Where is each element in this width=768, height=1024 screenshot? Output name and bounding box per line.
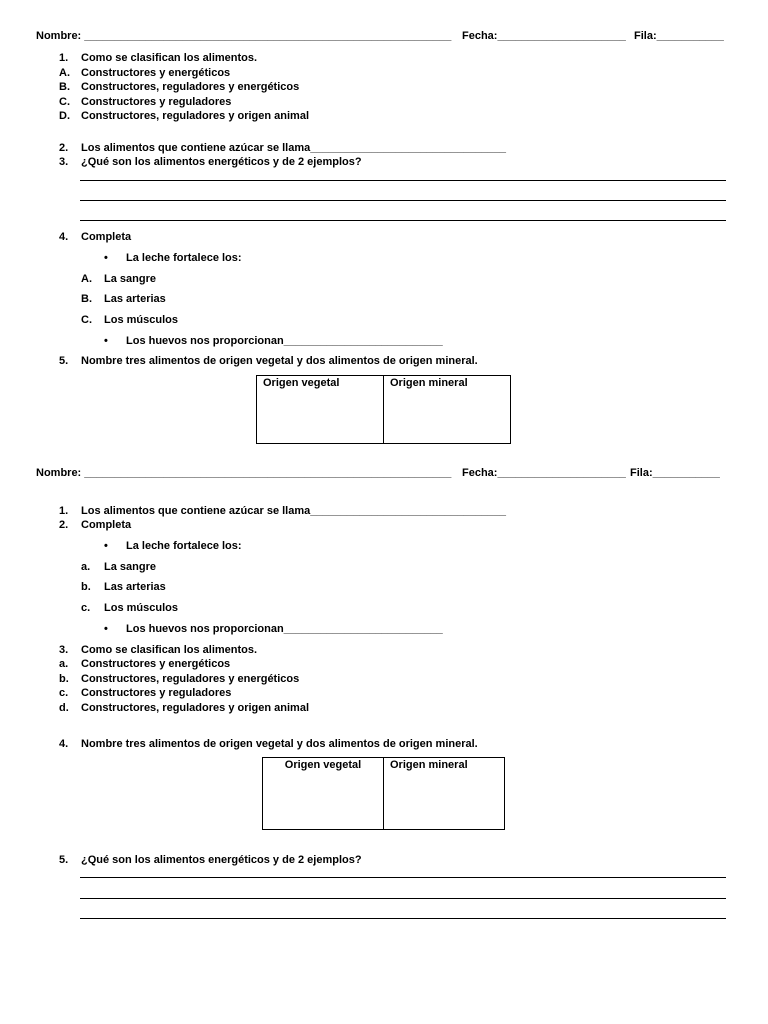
- col-header: Origen mineral: [390, 759, 468, 771]
- question-number: 4.: [59, 738, 69, 750]
- option-text: Constructores, reguladores y origen animal: [81, 110, 310, 122]
- bullet-icon: [104, 540, 108, 553]
- bullet-text: La leche fortalece los:: [126, 540, 242, 552]
- option-text: Constructores y energéticos: [81, 67, 231, 79]
- table-cell-mineral[interactable]: [384, 758, 505, 830]
- option-marker: b.: [81, 581, 91, 593]
- question-text[interactable]: Los alimentos que contiene azúcar se llama________________________________: [81, 505, 507, 517]
- col-header: Origen mineral: [390, 377, 468, 389]
- nombre-field[interactable]: Nombre: ____________________________________________________________: [36, 30, 452, 42]
- bullet-text[interactable]: Los huevos nos proporcionan__________________________: [126, 335, 443, 347]
- option-text: Constructores, reguladores y energéticos: [81, 81, 300, 93]
- option-marker: a.: [81, 561, 91, 573]
- option-marker: d.: [59, 702, 69, 714]
- option-text: Constructores, reguladores y energéticos: [81, 673, 300, 685]
- option-text: La sangre: [104, 273, 156, 285]
- question-number: 2.: [59, 519, 69, 531]
- answer-line[interactable]: [80, 877, 726, 878]
- option-marker: A.: [59, 67, 70, 79]
- answer-line[interactable]: [80, 918, 726, 919]
- option-text: La sangre: [104, 561, 156, 573]
- question-text: Completa: [81, 231, 132, 243]
- question-number: 5.: [59, 355, 69, 367]
- option-text: Los músculos: [104, 314, 178, 326]
- bullet-icon: [104, 252, 108, 265]
- table-cell-vegetal[interactable]: [263, 758, 384, 830]
- option-marker: c.: [59, 687, 69, 699]
- option-marker: a.: [59, 658, 69, 670]
- question-text: Completa: [81, 519, 132, 531]
- answer-line[interactable]: [80, 898, 726, 899]
- nombre-field[interactable]: Nombre: ____________________________________________________________: [36, 467, 452, 479]
- option-marker: b.: [59, 673, 69, 685]
- question-number: 1.: [59, 505, 69, 517]
- answer-line[interactable]: [80, 220, 726, 221]
- origin-table: [256, 375, 511, 444]
- question-text: Como se clasifican los alimentos.: [81, 644, 258, 656]
- option-text: Las arterias: [104, 293, 166, 305]
- answer-line[interactable]: [80, 180, 726, 181]
- fila-field[interactable]: Fila:___________: [634, 30, 724, 42]
- question-number: 4.: [59, 231, 69, 243]
- option-marker: C.: [59, 96, 70, 108]
- question-text: ¿Qué son los alimentos energéticos y de 2 ejemplos?: [81, 854, 362, 866]
- question-text: ¿Qué son los alimentos energéticos y de 2 ejemplos?: [81, 156, 362, 168]
- option-marker: B.: [59, 81, 70, 93]
- option-text: Las arterias: [104, 581, 166, 593]
- answer-line[interactable]: [80, 200, 726, 201]
- option-text: Constructores y reguladores: [81, 96, 232, 108]
- option-text: Constructores, reguladores y origen animal: [81, 702, 310, 714]
- question-text[interactable]: Los alimentos que contiene azúcar se llama________________________________: [81, 142, 507, 154]
- origin-table: [262, 757, 505, 830]
- table-cell-vegetal[interactable]: [257, 376, 384, 444]
- option-marker: B.: [81, 293, 92, 305]
- option-marker: C.: [81, 314, 92, 326]
- col-header: Origen vegetal: [263, 377, 340, 389]
- option-text: Constructores y energéticos: [81, 658, 231, 670]
- question-number: 3.: [59, 156, 69, 168]
- question-number: 5.: [59, 854, 69, 866]
- bullet-text: La leche fortalece los:: [126, 252, 242, 264]
- option-text: Constructores y reguladores: [81, 687, 232, 699]
- question-number: 1.: [59, 52, 69, 64]
- question-number: 3.: [59, 644, 69, 656]
- question-text: Como se clasifican los alimentos.: [81, 52, 258, 64]
- bullet-icon: [104, 623, 108, 636]
- fecha-field[interactable]: Fecha:_____________________: [462, 30, 626, 42]
- fecha-field[interactable]: Fecha:_____________________: [462, 467, 626, 479]
- bullet-text[interactable]: Los huevos nos proporcionan__________________________: [126, 623, 443, 635]
- option-marker: D.: [59, 110, 70, 122]
- bullet-icon: [104, 335, 108, 348]
- fila-field[interactable]: Fila:___________: [630, 467, 720, 479]
- option-marker: c.: [81, 602, 91, 614]
- question-text: Nombre tres alimentos de origen vegetal y dos alimentos de origen mineral.: [81, 355, 478, 367]
- option-marker: A.: [81, 273, 92, 285]
- option-text: Los músculos: [104, 602, 178, 614]
- question-number: 2.: [59, 142, 69, 154]
- question-text: Nombre tres alimentos de origen vegetal y dos alimentos de origen mineral.: [81, 738, 478, 750]
- col-header: Origen vegetal: [284, 759, 362, 771]
- table-cell-mineral[interactable]: [384, 376, 511, 444]
